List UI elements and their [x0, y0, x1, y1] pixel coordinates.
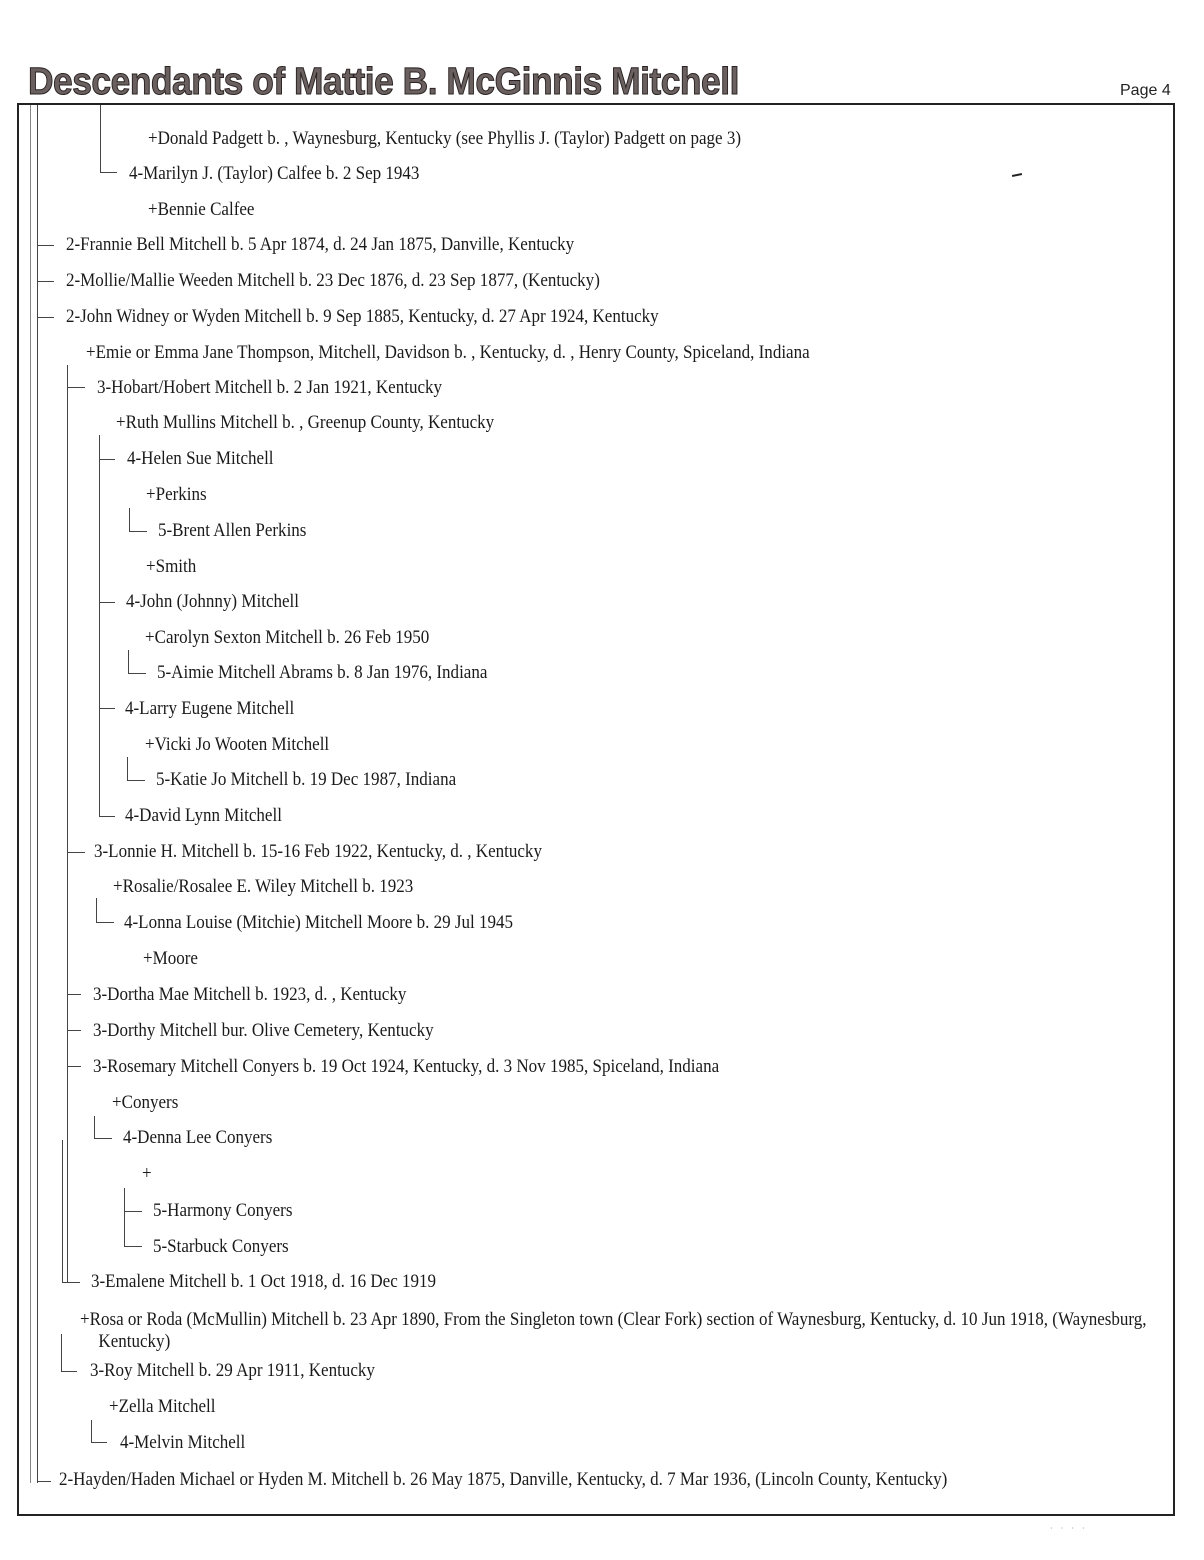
connector — [124, 1246, 142, 1247]
spouse-entry: +Moore — [143, 949, 198, 969]
descendant-entry: 3-Hobart/Hobert Mitchell b. 2 Jan 1921, Kentucky — [97, 378, 443, 398]
descendant-entry: 5-Brent Allen Perkins — [158, 521, 307, 541]
connector — [67, 387, 85, 388]
connector — [67, 1030, 81, 1031]
connector — [124, 1211, 142, 1212]
connector — [127, 757, 128, 781]
descendant-entry: 3-Roy Mitchell b. 29 Apr 1911, Kentucky — [90, 1361, 375, 1381]
gen4-line-top — [100, 105, 101, 173]
spouse-entry: +Conyers — [112, 1093, 179, 1113]
spouse-entry: +Perkins — [146, 485, 207, 505]
connector — [128, 650, 129, 674]
spouse-entry: +Ruth Mullins Mitchell b. , Greenup County, Kentucky — [116, 413, 495, 433]
connector — [67, 1066, 81, 1067]
connector — [61, 1334, 62, 1372]
descendant-entry: 3-Dortha Mae Mitchell b. 1923, d. , Kentucky — [93, 985, 407, 1005]
descendant-entry: 4-Helen Sue Mitchell — [127, 449, 274, 469]
connector — [100, 172, 117, 173]
connector — [128, 673, 146, 674]
descendant-entry: 2-John Widney or Wyden Mitchell b. 9 Sep 1885, Kentucky, d. 27 Apr 1924, Kentucky — [66, 307, 659, 327]
connector — [37, 1481, 51, 1482]
connector — [62, 1282, 80, 1283]
page-title: Descendants of Mattie B. McGinnis Mitchell — [28, 61, 739, 103]
descendant-entry: 4-Larry Eugene Mitchell — [125, 699, 295, 719]
connector — [94, 1138, 112, 1139]
connector — [37, 317, 54, 318]
descendant-entry: 2-Frannie Bell Mitchell b. 5 Apr 1874, d. 24 Jan 1875, Danville, Kentucky — [66, 235, 575, 255]
spouse-entry: +Vicki Jo Wooten Mitchell — [145, 735, 330, 755]
descendant-entry: 4-John (Johnny) Mitchell — [126, 592, 300, 612]
connector — [94, 1116, 95, 1138]
spouse-entry: +Rosalie/Rosalee E. Wiley Mitchell b. 1923 — [113, 877, 414, 897]
spouse-entry: +Zella Mitchell — [109, 1397, 216, 1417]
connector — [99, 816, 115, 817]
connector — [37, 245, 54, 246]
connector — [99, 459, 115, 460]
footer-mark: · · · · — [1050, 1524, 1088, 1533]
connector — [91, 1442, 107, 1443]
descendant-entry: 4-Melvin Mitchell — [120, 1433, 246, 1453]
connector — [99, 708, 115, 709]
spouse-entry: +Carolyn Sexton Mitchell b. 26 Feb 1950 — [145, 628, 430, 648]
connector — [127, 780, 145, 781]
spouse-entry: + — [142, 1164, 152, 1184]
connector — [67, 852, 85, 853]
gen1-line — [30, 105, 31, 1483]
connector — [129, 531, 147, 532]
descendant-entry: 4-Marilyn J. (Taylor) Calfee b. 2 Sep 1943 — [129, 164, 420, 184]
connector — [129, 508, 130, 532]
spouse-entry: +Smith — [146, 557, 197, 577]
connector — [99, 602, 115, 603]
connector — [96, 922, 114, 923]
spouse-entry: +Emie or Emma Jane Thompson, Mitchell, Davidson b. , Kentucky, d. , Henry County, Spiceland, Indiana — [86, 343, 810, 363]
spouse-entry-text: +Rosa or Roda (McMullin) Mitchell b. 23 Apr 1890, From the Singleton town (Clear Fork) section of Waynesburg, Kentucky, d. 10 Jun 1918, (Waynesburg, Kentucky) — [80, 1310, 1147, 1352]
gen3-line — [67, 365, 68, 1283]
connector — [37, 281, 54, 282]
descendant-entry: 3-Rosemary Mitchell Conyers b. 19 Oct 1924, Kentucky, d. 3 Nov 1985, Spiceland, Indiana — [93, 1057, 720, 1077]
gen2-line — [37, 105, 38, 1483]
connector — [62, 1140, 63, 1283]
descendant-entry: 5-Aimie Mitchell Abrams b. 8 Jan 1976, Indiana — [157, 663, 488, 683]
descendant-entry: 5-Starbuck Conyers — [153, 1237, 289, 1257]
descendant-entry: 2-Mollie/Mallie Weeden Mitchell b. 23 Dec 1876, d. 23 Sep 1877, (Kentucky) — [66, 271, 600, 291]
descendant-entry: 3-Lonnie H. Mitchell b. 15-16 Feb 1922, Kentucky, d. , Kentucky — [94, 842, 542, 862]
connector — [67, 994, 81, 995]
descendant-entry: 4-David Lynn Mitchell — [125, 806, 282, 826]
gen4-line-hobart — [99, 435, 100, 816]
spouse-entry: +Donald Padgett b. , Waynesburg, Kentucky (see Phyllis J. (Taylor) Padgett on page 3) — [148, 129, 742, 149]
connector — [124, 1188, 125, 1246]
connector — [96, 898, 97, 923]
descendant-entry: 5-Katie Jo Mitchell b. 19 Dec 1987, Indiana — [156, 770, 457, 790]
spouse-entry — [80, 1309, 1156, 1353]
page-number: Page 4 — [1120, 82, 1171, 99]
descendant-entry: 5-Harmony Conyers — [153, 1201, 293, 1221]
spouse-entry: +Bennie Calfee — [148, 200, 255, 220]
connector — [91, 1420, 92, 1443]
descendant-entry: 4-Denna Lee Conyers — [123, 1128, 273, 1148]
descendant-entry: 2-Hayden/Haden Michael or Hyden M. Mitchell b. 26 May 1875, Danville, Kentucky, d. 7 Mar 1936, (Lincoln County, Kentucky) — [59, 1470, 948, 1490]
descendant-entry: 3-Emalene Mitchell b. 1 Oct 1918, d. 16 Dec 1919 — [91, 1272, 437, 1292]
descendant-entry: 3-Dorthy Mitchell bur. Olive Cemetery, Kentucky — [93, 1021, 434, 1041]
connector — [61, 1371, 77, 1372]
descendant-entry: 4-Lonna Louise (Mitchie) Mitchell Moore b. 29 Jul 1945 — [124, 913, 514, 933]
